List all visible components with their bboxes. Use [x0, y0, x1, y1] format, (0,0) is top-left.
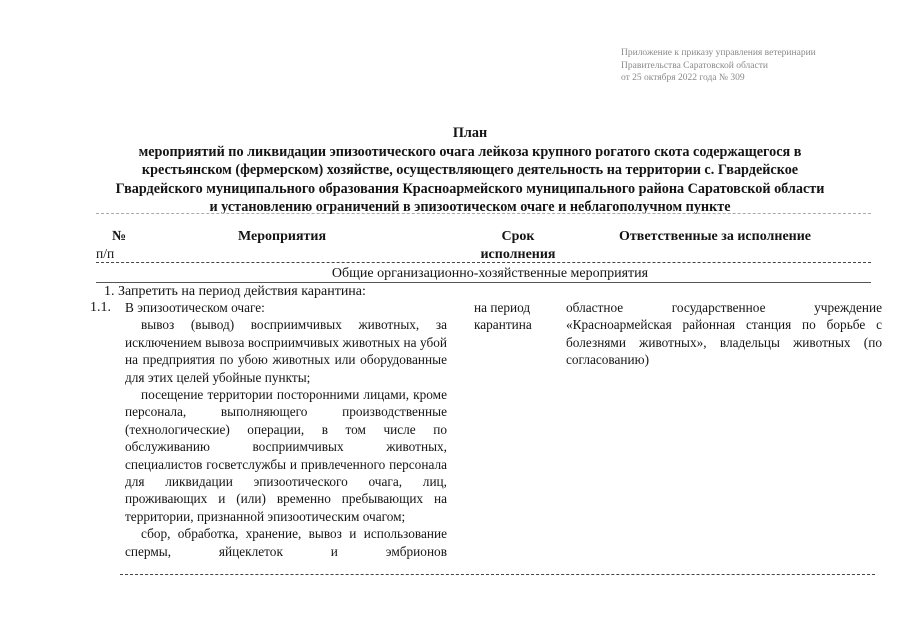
- header-responsible: Ответственные за исполнение: [619, 229, 812, 244]
- measure-point: вывоз (вывод) восприимчивых животных, за исключением вывоза восприимчивых животных на убой на предприятия по убою животных или оборудованные для этих целей убойные пункты;: [125, 317, 447, 385]
- header-measures: Мероприятия: [238, 229, 327, 244]
- item-1: 1. Запретить на период действия карантина:: [104, 284, 366, 299]
- header-term: Срок исполнения: [480, 229, 556, 262]
- table-top-border: [96, 213, 871, 215]
- appendix-line: от 25 октября 2022 года № 309: [621, 73, 745, 83]
- document-title: [90, 124, 850, 217]
- row-term: на период карантина: [474, 300, 532, 333]
- title-main: План: [452, 125, 488, 141]
- appendix-note: [621, 47, 861, 85]
- row-bottom-border: [120, 574, 875, 576]
- measure-point: посещение территории посторонними лицами, кроме персонала, выполняющего производственные (технологические) операции, в том числе по обслуживанию восприимчивых животных, специалистов госветслужбы и привлеченного персонала для ликвидации эпизоотического очага, лиц, проживающих и (или) временно пребывающих на территории, признанной эпизоотическим очагом;: [125, 387, 447, 524]
- appendix-line: Правительства Саратовской области: [621, 60, 768, 71]
- title-line: мероприятий по ликвидации эпизоотического очага лейкоза крупного рогатого скота содержащегося в: [138, 143, 802, 160]
- title-line: Гвардейского муниципального образования Красноармейского муниципального района Саратовской области: [115, 180, 825, 197]
- section-title: Общие организационно-хозяйственные мероприятия: [331, 266, 649, 281]
- header-number: №: [111, 229, 127, 244]
- measure-lead: В эпизоотическом очаге:: [125, 300, 265, 315]
- row-number: 1.1.: [90, 300, 111, 315]
- row-responsible: областное государственное учреждение «Красноармейская районная станция по борьбе с болезнями животных», владельцы животных (по согласованию): [566, 300, 882, 368]
- row-measures: [125, 299, 447, 560]
- title-line: крестьянском (фермерском) хозяйстве, осуществляющего деятельность на территории с. Гвардейское: [141, 162, 799, 179]
- title-line: и установлению ограничений в эпизоотическом очаге и неблагополучном пункте: [209, 199, 731, 216]
- appendix-line: Приложение к приказу управления ветеринарии: [621, 48, 816, 58]
- measure-point: сбор, обработка, хранение, вывоз и использование спермы, яйцеклеток и эмбрионов: [125, 526, 447, 559]
- header-number-sub: п/п: [96, 246, 115, 261]
